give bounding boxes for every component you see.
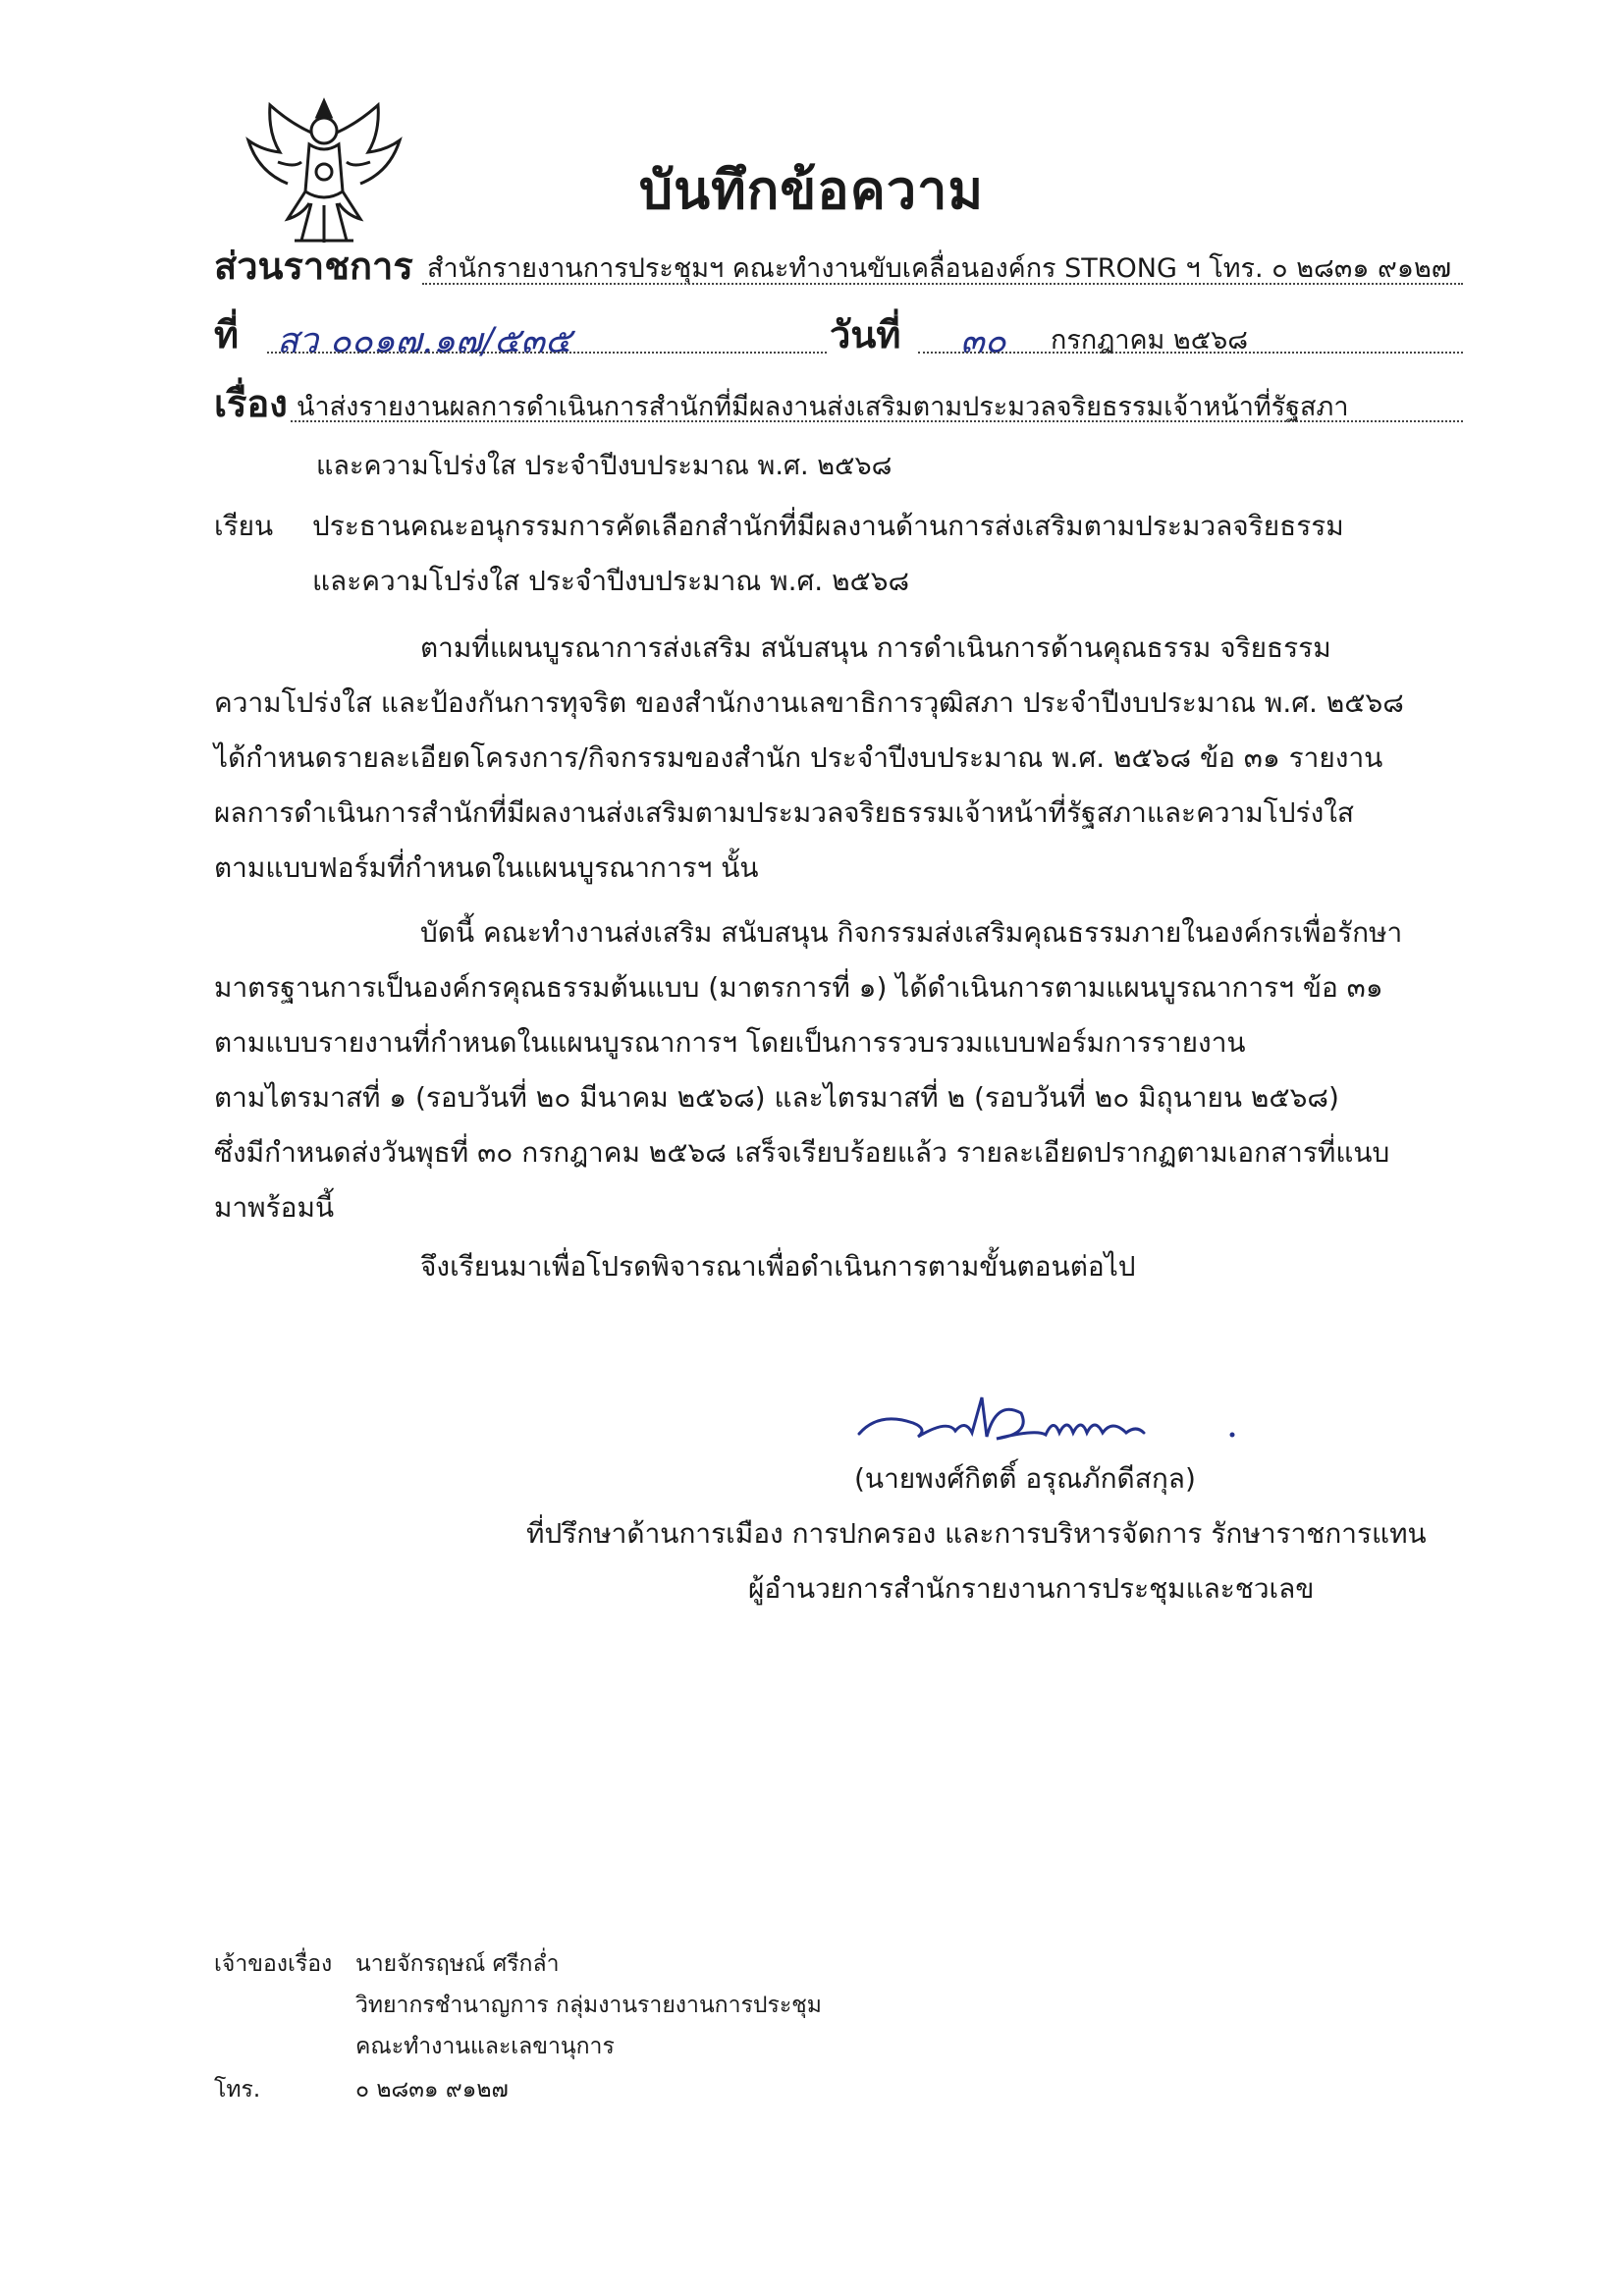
paragraph-1-line: ผลการดำเนินการสำนักที่มีผลงานส่งเสริมตามประมวลจริยธรรมเจ้าหน้าที่รัฐสภาและความโปร่งใส <box>214 796 1355 829</box>
owner-label: เจ้าของเรื่อง <box>214 1951 333 1977</box>
department-label: ส่วนราชการ <box>214 245 413 288</box>
paragraph-1-line: ได้กำหนดรายละเอียดโครงการ/กิจกรรมของสำนัก ประจำปีงบประมาณ พ.ศ. ๒๕๖๘ ข้อ ๓๑ รายงาน <box>214 741 1383 774</box>
telephone-number: ๐ ๒๘๓๑ ๙๑๒๗ <box>355 2077 509 2103</box>
reference-label: ที่ <box>214 313 240 356</box>
department-dotted-line <box>422 283 1463 285</box>
signer-name: (นายพงศ์กิตติ์ อรุณภักดีสกุล) <box>854 1462 1196 1495</box>
owner-name: นายจักรฤษณ์ ศรีกล่ำ <box>355 1951 560 1977</box>
date-label: วันที่ <box>830 313 901 356</box>
department-value: สำนักรายงานการประชุมฯ คณะทำงานขับเคลื่อนองค์กร STRONG ฯ โทร. ๐ ๒๘๓๑ ๙๑๒๗ <box>427 253 1452 284</box>
telephone-label: โทร. <box>214 2077 261 2103</box>
paragraph-2-line: มาตรฐานการเป็นองค์กรคุณธรรมต้นแบบ (มาตรการที่ ๑) ได้ดำเนินการตามแผนบูรณาการฯ ข้อ ๓๑ <box>214 971 1383 1004</box>
paragraph-2-line: มาพร้อมนี้ <box>214 1191 335 1224</box>
reference-number: สว ๐๐๑๗.๑๗/๕๓๕ <box>277 321 572 361</box>
memo-title: บันทึกข้อความ <box>638 159 985 221</box>
closing-paragraph: จึงเรียนมาเพื่อโปรดพิจารณาเพื่อดำเนินการตามขั้นตอนต่อไป <box>420 1250 1136 1283</box>
handwritten-signature <box>849 1390 1242 1458</box>
date-day: ๓๐ <box>960 321 1006 361</box>
paragraph-2-line: ซึ่งมีกำหนดส่งวันพุธที่ ๓๐ กรกฎาคม ๒๕๖๘ เสร็จเรียบร้อยแล้ว รายละเอียดปรากฏตามเอกสารที่แนบ <box>214 1136 1390 1169</box>
paragraph-1-line: ตามแบบฟอร์มที่กำหนดในแผนบูรณาการฯ นั้น <box>214 851 759 884</box>
owner-title: วิทยากรชำนาญการ กลุ่มงานรายงานการประชุม <box>355 1993 822 2018</box>
addressee-label: เรียน <box>214 510 274 542</box>
date-month-year: กรกฎาคม ๒๕๖๘ <box>1051 325 1249 355</box>
subject-line-2: และความโปร่งใส ประจำปีงบประมาณ พ.ศ. ๒๕๖๘ <box>316 451 893 481</box>
paragraph-2-line: บัดนี้ คณะทำงานส่งเสริม สนับสนุน กิจกรรมส่งเสริมคุณธรรมภายในองค์กรเพื่อรักษา <box>420 916 1403 949</box>
owner-unit: คณะทำงานและเลขานุการ <box>355 2034 615 2059</box>
subject-line-1: นำส่งรายงานผลการดำเนินการสำนักที่มีผลงานส่งเสริมตามประมวลจริยธรรมเจ้าหน้าที่รัฐสภา <box>297 392 1349 422</box>
paragraph-2-line: ตามไตรมาสที่ ๑ (รอบวันที่ ๒๐ มีนาคม ๒๕๖๘) และไตรมาสที่ ๒ (รอบวันที่ ๒๐ มิถุนายน ๒๕๖๘) <box>214 1081 1339 1114</box>
date-dotted-line <box>918 352 1463 354</box>
paragraph-1-line: ตามที่แผนบูรณาการส่งเสริม สนับสนุน การดำเนินการด้านคุณธรรม จริยธรรม <box>420 631 1331 664</box>
addressee-line-1: ประธานคณะอนุกรรมการคัดเลือกสำนักที่มีผลงานด้านการส่งเสริมตามประมวลจริยธรรม <box>312 510 1344 542</box>
addressee-line-2: และความโปร่งใส ประจำปีงบประมาณ พ.ศ. ๒๕๖๘ <box>312 565 910 597</box>
signer-position-1: ที่ปรึกษาด้านการเมือง การปกครอง และการบริหารจัดการ รักษาราชการแทน <box>526 1517 1427 1550</box>
signer-position-2: ผู้อำนวยการสำนักรายงานการประชุมและชวเลข <box>748 1572 1315 1605</box>
reference-dotted-line <box>267 352 827 354</box>
paragraph-1-line: ความโปร่งใส และป้องกันการทุจริต ของสำนักงานเลขาธิการวุฒิสภา ประจำปีงบประมาณ พ.ศ. ๒๕๖๘ <box>214 686 1404 719</box>
paragraph-2-line: ตามแบบรายงานที่กำหนดในแผนบูรณาการฯ โดยเป็นการรวบรวมแบบฟอร์มการรายงาน <box>214 1026 1246 1059</box>
subject-dotted-line <box>291 420 1463 422</box>
subject-label: เรื่อง <box>214 382 288 425</box>
